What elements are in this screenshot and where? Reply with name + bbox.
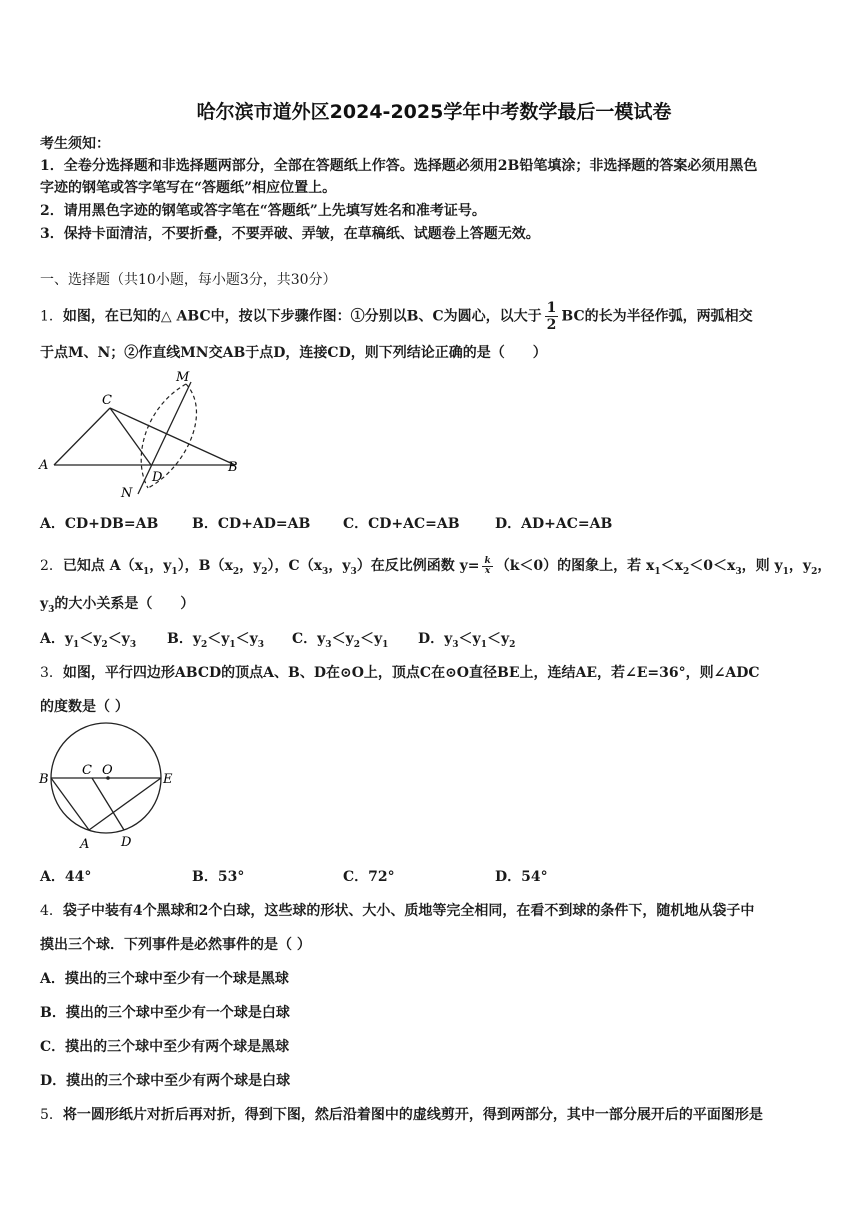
option-text: ＜y	[359, 631, 383, 647]
q2-text: ，y	[149, 558, 172, 574]
notice-heading: 考生须知：	[40, 136, 110, 152]
q2-text: ，则 y	[741, 558, 783, 574]
q2-sub: 2	[811, 566, 818, 577]
section-heading: 一、选择题（共10小题，每小题3分，共30分）	[40, 272, 337, 288]
q2-sub: 3	[322, 566, 329, 577]
option-text: ＜y	[235, 631, 258, 647]
label-d: D	[121, 835, 132, 850]
label-b: B	[228, 460, 238, 475]
segment-ba	[51, 778, 89, 830]
q2-sub: 1	[782, 566, 789, 577]
label-n: N	[121, 486, 133, 501]
q2-fraction	[482, 557, 492, 576]
label-c: C	[82, 763, 92, 778]
q2-text: ，y	[239, 558, 262, 574]
q4-text: 袋子中装有4个黑球和2个白球，这些球的形状、大小、质地等完全相同，在看不到球的条件下，随机地从袋子中	[62, 903, 755, 919]
segment-cd	[92, 778, 124, 830]
q3-option-c[interactable]: C．72°	[343, 869, 395, 885]
q4-number: 4．	[40, 903, 63, 919]
q2-frac-num: k	[484, 555, 491, 566]
option-text: ＜y	[486, 631, 510, 647]
option-text: y	[444, 631, 453, 647]
q4-option-a[interactable]: A．摸出的三个球中至少有一个球是黑球	[40, 971, 289, 987]
option-sub: 3	[325, 639, 332, 650]
q4-option-c[interactable]: C．摸出的三个球中至少有两个球是黑球	[40, 1039, 290, 1055]
option-sub: 1	[382, 639, 389, 650]
q2-number: 2．	[40, 558, 63, 574]
option-text: y	[192, 631, 201, 647]
q2-text: ，y	[328, 558, 351, 574]
page-title: 哈尔滨市道外区2024-2025学年中考数学最后一模试卷	[196, 101, 672, 123]
q2-option-a[interactable]	[40, 628, 136, 650]
option-text: ＜y	[207, 631, 230, 647]
option-label: A．	[40, 631, 65, 647]
q1-stem-line2: 于点M、N；②作直线MN交AB于点D，连接CD，则下列结论正确的是（ ）	[40, 345, 547, 361]
q1-frac-num: 1	[546, 300, 557, 316]
option-sub: 3	[452, 639, 459, 650]
q2-text: 的大小关系是（ ）	[54, 596, 195, 612]
label-b: B	[39, 772, 49, 787]
q3-text: 如图，平行四边形ABCD的顶点A、B、D在⊙O上，顶点C在⊙O直径BE上，连结AE，若∠E=36°，则∠ADC	[62, 665, 760, 681]
q2-text: （k＜0）的图象上，若 x	[495, 558, 655, 574]
segment-ae	[89, 778, 161, 830]
q1-stem-line1	[40, 300, 753, 333]
q2-sub: 3	[735, 566, 742, 577]
label-c: C	[102, 393, 112, 408]
q2-sub: 1	[654, 566, 661, 577]
segment-ac	[54, 408, 110, 465]
label-m: M	[176, 370, 190, 385]
q2-option-d[interactable]	[418, 628, 515, 650]
label-o: O	[102, 763, 113, 778]
line-mn	[138, 382, 191, 494]
q5-number: 5．	[40, 1107, 63, 1123]
q4-option-b[interactable]: B．摸出的三个球中至少有一个球是白球	[40, 1005, 290, 1021]
option-sub: 1	[73, 639, 80, 650]
q2-text: ，y	[788, 558, 812, 574]
option-sub: 3	[129, 639, 137, 650]
q1-option-b[interactable]: B．CD+AD=AB	[192, 516, 311, 532]
notice-item-2: 2．请用黑色字迹的钢笔或答字笔在“答题纸”上先填写姓名和准考证号。	[40, 203, 486, 219]
q2-text: ＜x	[660, 558, 684, 574]
option-sub: 2	[101, 639, 108, 650]
option-sub: 2	[353, 639, 360, 650]
notice-item-1: 1．全卷分选择题和非选择题两部分，全部在答题纸上作答。选择题必须用2B铅笔填涂；非选择题的答案必须用黑色	[40, 158, 758, 174]
q1-option-d[interactable]: D．AD+AC=AB	[495, 516, 613, 532]
option-text: y	[317, 631, 326, 647]
q4-option-d[interactable]: D．摸出的三个球中至少有两个球是白球	[40, 1073, 291, 1089]
q2-text: ），B（x	[177, 558, 233, 574]
q2-text: y	[40, 596, 49, 612]
option-label: C．	[292, 631, 318, 647]
option-label: B．	[167, 631, 193, 647]
q2-text: ，	[817, 558, 832, 574]
option-text: ＜y	[331, 631, 354, 647]
q2-sub: 3	[48, 604, 55, 615]
q1-fraction	[545, 300, 559, 333]
q4-stem-line2: 摸出三个球．下列事件是必然事件的是（ ）	[40, 937, 311, 953]
q3-option-a[interactable]: A．44°	[40, 869, 92, 885]
q1-option-a[interactable]: A．CD+DB=AB	[40, 516, 159, 532]
q4-stem-line1	[40, 900, 754, 920]
q1-number: 1．	[40, 308, 63, 325]
q2-text: 已知点 A（x	[62, 558, 144, 574]
q3-option-d[interactable]: D．54°	[495, 869, 548, 885]
option-sub: 1	[229, 639, 236, 650]
q1-text-b: BC的长为半径作弧，两弧相交	[561, 308, 753, 325]
option-sub: 2	[200, 639, 208, 650]
option-label: D．	[418, 631, 445, 647]
label-a: A	[39, 458, 49, 473]
q1-option-c[interactable]: C．CD+AC=AB	[343, 516, 460, 532]
option-text: ＜y	[458, 631, 481, 647]
q3-stem-line2: 的度数是（ ）	[40, 699, 129, 715]
q1-figure	[36, 368, 246, 503]
option-sub: 2	[509, 639, 516, 650]
q2-sub: 1	[171, 566, 178, 577]
q3-number: 3．	[40, 665, 63, 681]
q2-text: ）在反比例函数 y=	[356, 558, 480, 574]
q5-text: 将一圆形纸片对折后再对折，得到下图，然后沿着图中的虚线剪开，得到两部分，其中一部分展开后的平面图形是	[62, 1107, 763, 1123]
q2-frac-den: x	[484, 565, 491, 576]
q1-frac-den: 2	[546, 317, 557, 333]
q1-text-a: 如图，在已知的△ ABC中，按以下步骤作图：①分别以B、C为圆心，以大于	[62, 308, 542, 325]
segment-cd	[110, 408, 151, 465]
q2-sub: 1	[143, 566, 150, 577]
option-text: ＜y	[107, 631, 130, 647]
notice-item-3: 3．保持卡面清洁，不要折叠，不要弄破、弄皱，在草稿纸、试题卷上答题无效。	[40, 226, 540, 242]
q3-option-b[interactable]: B．53°	[192, 869, 245, 885]
q2-stem-line1	[40, 555, 831, 577]
label-a: A	[80, 837, 90, 852]
q2-sub: 3	[350, 566, 357, 577]
q2-text: ），C（x	[267, 558, 323, 574]
q3-figure	[36, 722, 186, 852]
q2-option-c[interactable]	[292, 628, 388, 650]
option-sub: 1	[480, 639, 487, 650]
segment-cb	[110, 408, 235, 465]
label-e: E	[163, 772, 173, 787]
q3-stem-line1	[40, 662, 760, 682]
q5-stem-line1	[40, 1104, 763, 1124]
option-text: y	[64, 631, 74, 647]
option-text: ＜y	[79, 631, 102, 647]
q2-sub: 2	[683, 566, 690, 577]
q2-stem-line2	[40, 593, 194, 615]
label-d: D	[152, 470, 163, 485]
q2-option-b[interactable]	[167, 628, 264, 650]
notice-item-1-cont: 字迹的钢笔或答字笔写在“答题纸”相应位置上。	[40, 180, 337, 196]
q2-sub: 2	[232, 566, 240, 577]
q2-sub: 2	[261, 566, 268, 577]
option-sub: 3	[257, 639, 265, 650]
q2-text: ＜0＜x	[689, 558, 736, 574]
